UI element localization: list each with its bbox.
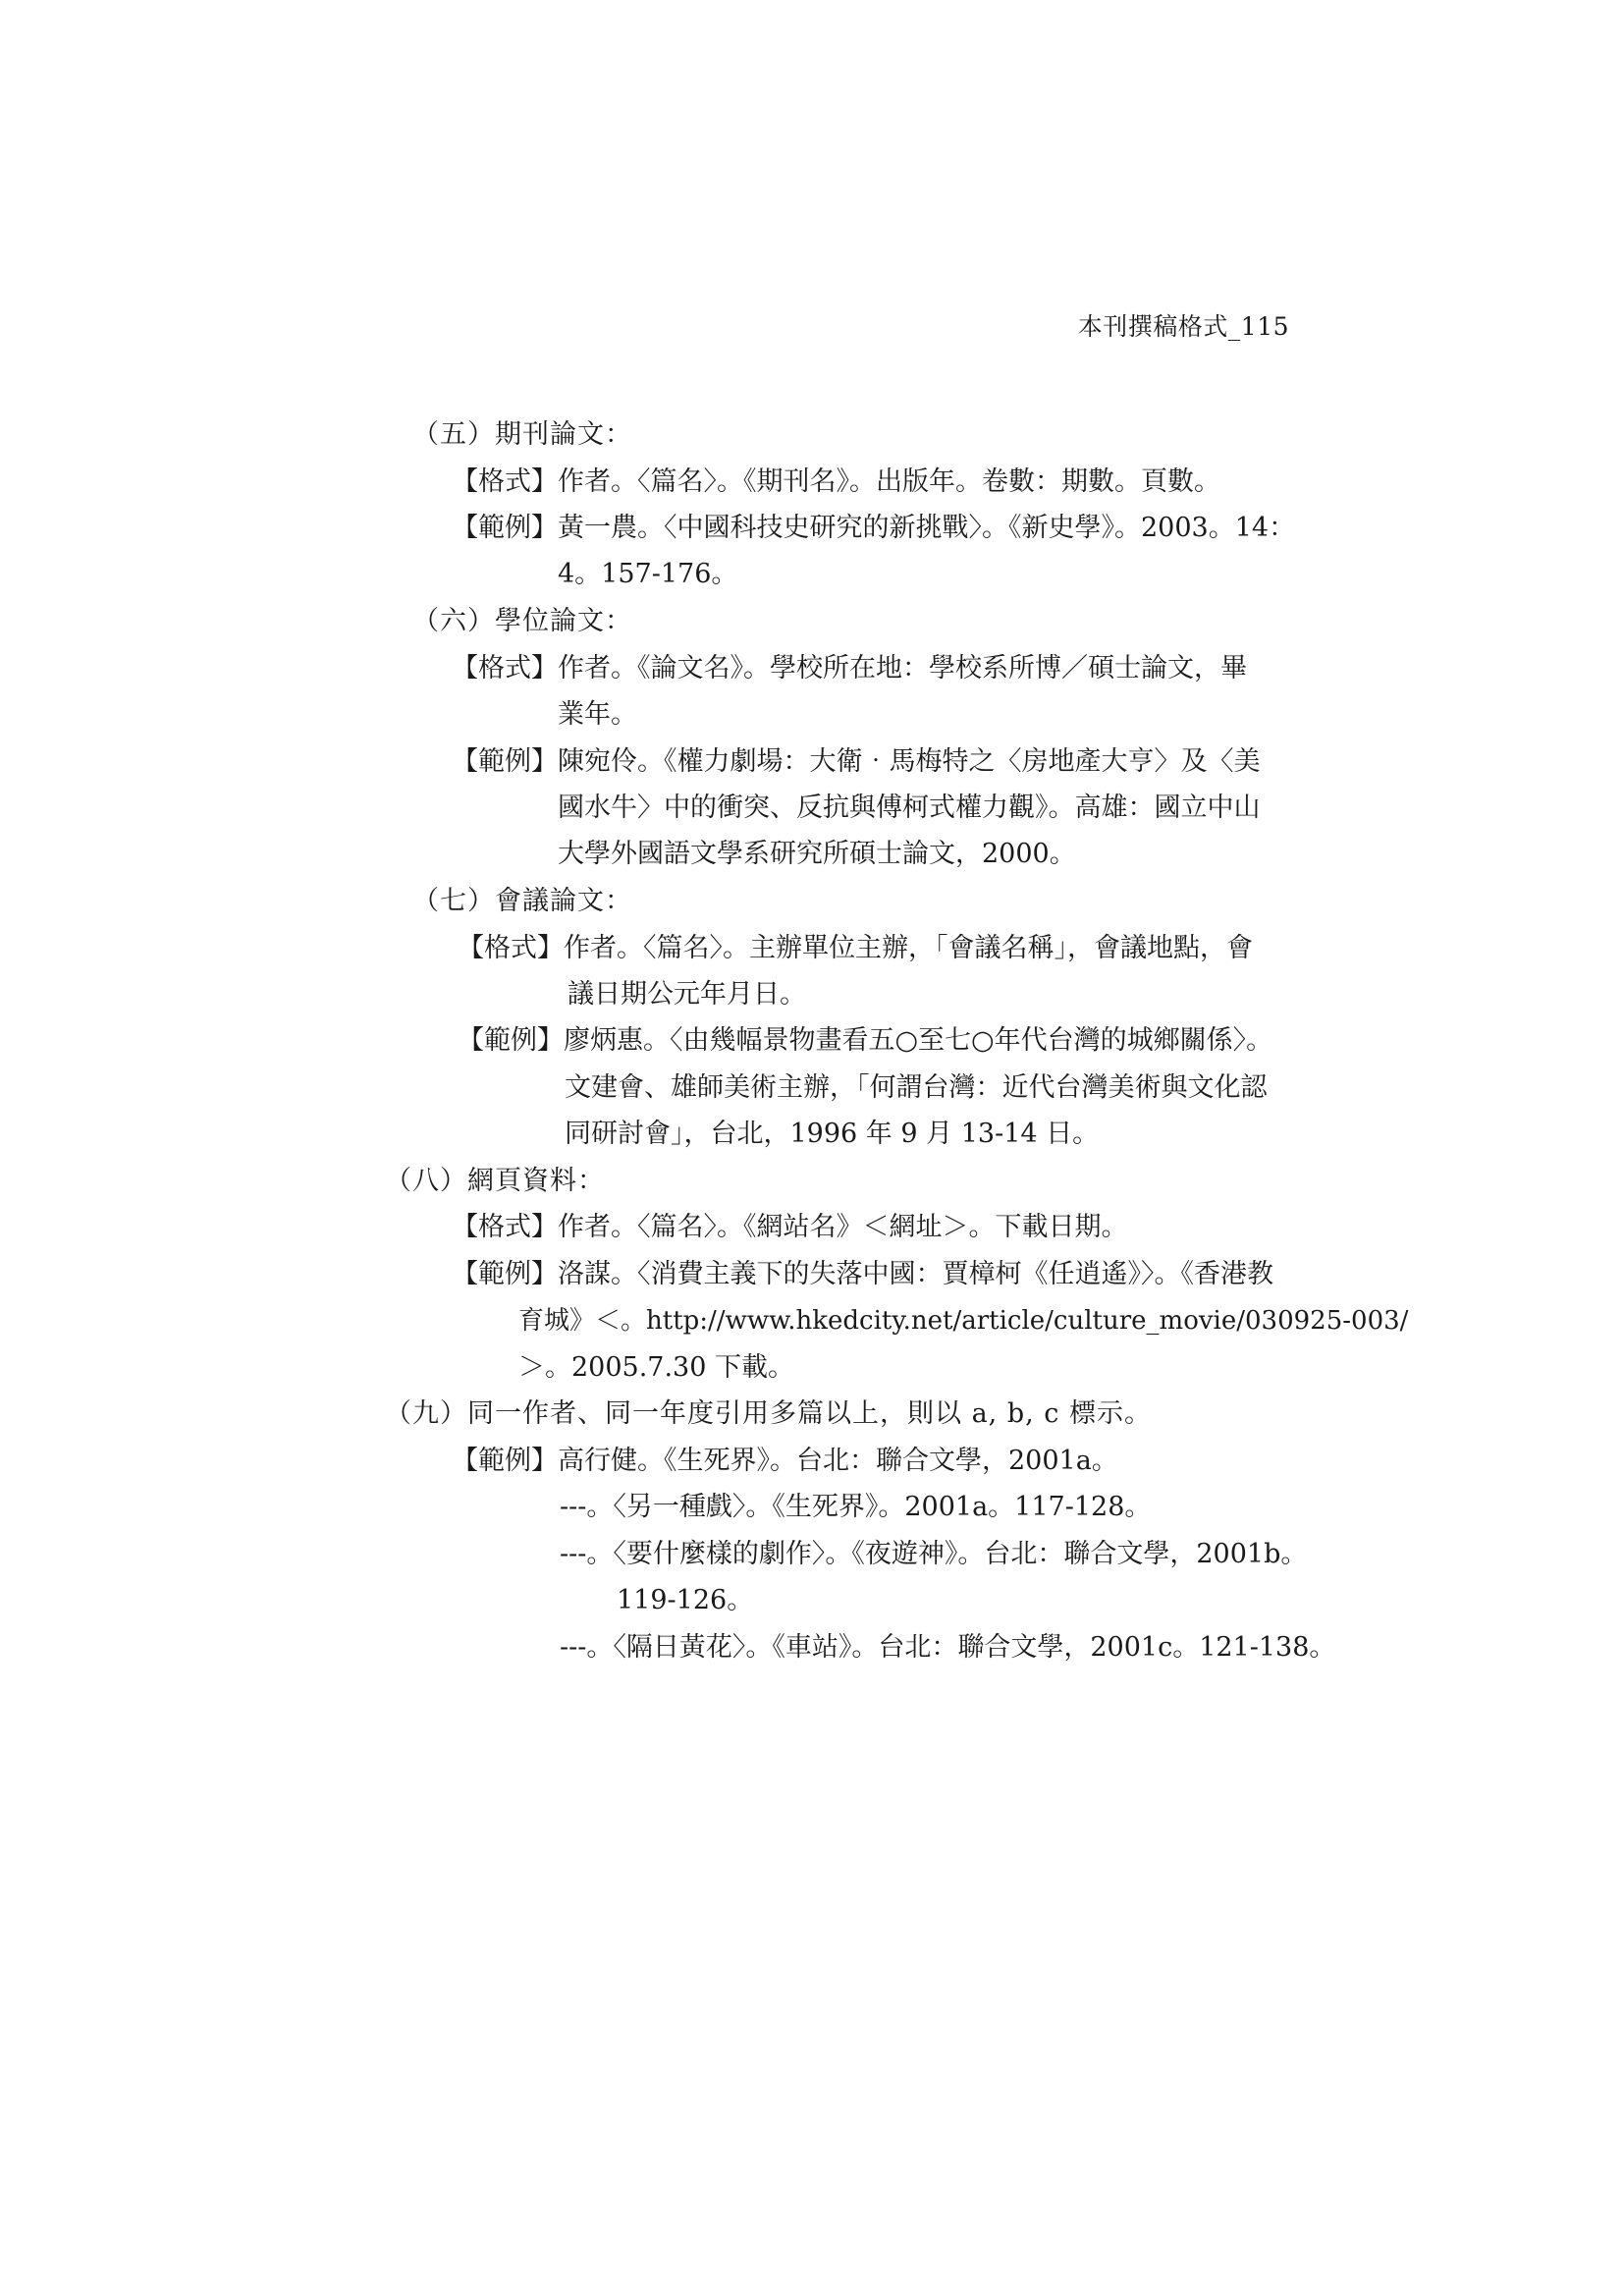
format-text: 作者。〈篇名〉。《期刊名》。出版年。卷數：期數。頁數。 (558, 466, 1220, 497)
example-text: 高行健。《生死界》。台北：聯合文學，2001a。 (558, 1446, 1118, 1476)
format-continuation: 議日期公元年月日。 (568, 979, 806, 1010)
example-text: 廖炳惠。〈由幾幅景物畫看五○至七○年代台灣的城鄉關係〉。 (564, 1025, 1273, 1056)
example-tag: 【範例】 (452, 746, 558, 777)
format-text: 作者。《論文名》。學校所在地：學校系所博／碩士論文，畢 (558, 653, 1247, 683)
format-tag: 【格式】 (452, 1212, 558, 1242)
example-continuation: 119-126。 (617, 1585, 754, 1615)
example-tag: 【範例】 (452, 513, 558, 543)
example-continuation-url: 育城》＜。http://www.hkedcity.net/article/culture_movie/030925-003/ (518, 1306, 1409, 1336)
example-text: 黃一農。〈中國科技史研究的新挑戰〉。《新史學》。2003。14： (558, 513, 1296, 543)
format-line (452, 652, 1247, 685)
example-continuation: ---。〈另一種戲〉。《生死界》。2001a。117-128。 (560, 1492, 1152, 1522)
example-continuation: 國水牛〉中的衝突、反抗與傅柯式權力觀》。高雄：國立中山 (558, 793, 1261, 823)
example-line (452, 1445, 1118, 1478)
example-text: 洛謀。〈消費主義下的失落中國：賈樟柯《任逍遙》〉。《香港教 (558, 1259, 1273, 1289)
example-tag: 【範例】 (452, 1259, 558, 1289)
example-tag: 【範例】 (458, 1025, 564, 1056)
section-title-web: （八）網頁資料： (385, 1166, 605, 1196)
example-continuation: ---。〈要什麼樣的劇作〉。《夜遊神》。台北：聯合文學，2001b。 (560, 1539, 1308, 1569)
section-title-journal: （五）期刊論文： (412, 419, 632, 450)
format-line (458, 932, 1253, 965)
format-text: 作者。〈篇名〉。主辦單位主辦，「會議名稱」，會議地點，會 (564, 933, 1253, 963)
section-title-same-author: （九）同一作者、同一年度引用多篇以上，則以 a, b, c 標示。 (385, 1398, 1152, 1429)
example-continuation: ---。〈隔日黃花〉。《車站》。台北：聯合文學，2001c。121-138。 (560, 1632, 1336, 1663)
example-line (458, 1024, 1272, 1058)
example-continuation: 同研討會」，台北，1996 年 9 月 13-14 日。 (565, 1119, 1100, 1149)
format-tag: 【格式】 (452, 653, 558, 683)
example-line (452, 1258, 1273, 1291)
example-continuation: 文建會、雄師美術主辦，「何謂台灣：近代台灣美術與文化認 (565, 1072, 1268, 1103)
example-continuation: 4。157-176。 (558, 559, 738, 589)
format-line (452, 1211, 1128, 1244)
example-tag: 【範例】 (452, 1446, 558, 1476)
section-title-conference: （七）會議論文： (412, 886, 632, 916)
example-line (452, 512, 1295, 545)
example-line (452, 745, 1261, 779)
format-text: 作者。〈篇名〉。《網站名》＜網址＞。下載日期。 (558, 1212, 1128, 1242)
example-continuation: 大學外國語文學系研究所碩士論文，2000。 (558, 839, 1076, 869)
format-line (452, 465, 1220, 499)
example-text: 陳宛伶。《權力劇場：大衛‧馬梅特之〈房地產大亨〉及〈美 (558, 746, 1261, 777)
format-tag: 【格式】 (452, 466, 558, 497)
section-title-thesis: （六）學位論文： (412, 606, 632, 636)
running-header: 本刊撰稿格式_115 (1077, 312, 1289, 341)
format-tag: 【格式】 (458, 933, 564, 963)
example-continuation: ＞。2005.7.30 下載。 (518, 1352, 794, 1383)
format-continuation: 業年。 (558, 699, 637, 730)
